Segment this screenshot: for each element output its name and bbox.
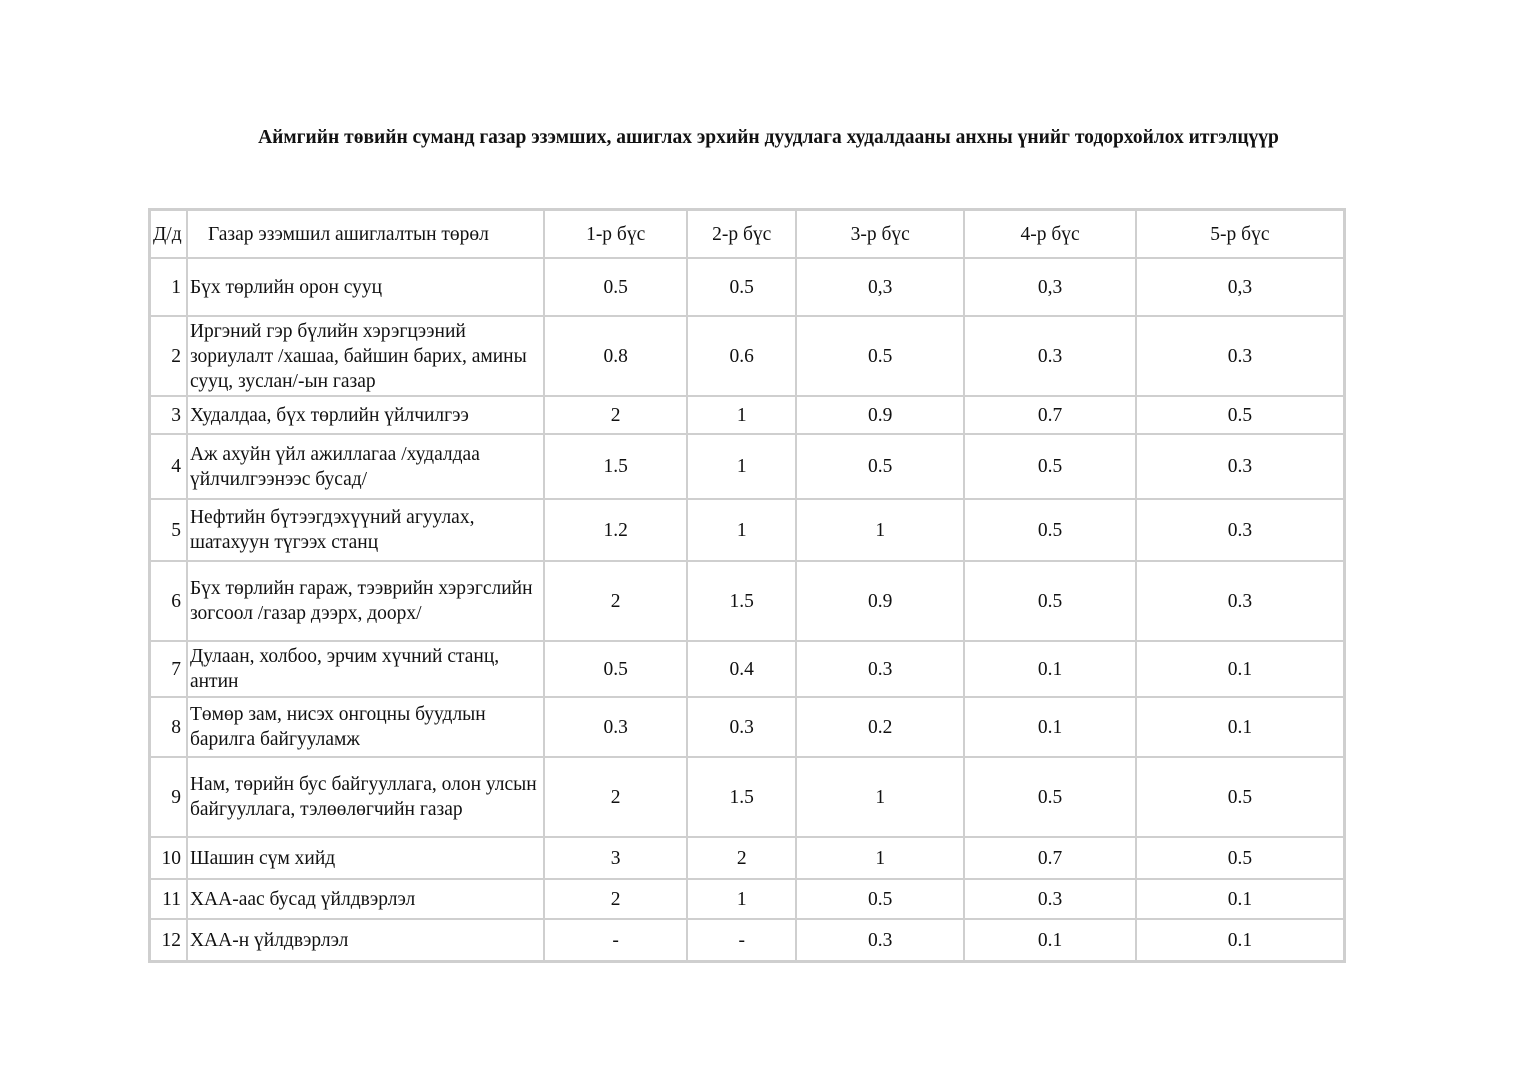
zone-2-value: 0.3 (687, 697, 796, 757)
zone-4-value: 0,3 (964, 258, 1135, 316)
zone-1-value: 0.3 (544, 697, 687, 757)
table-row (150, 879, 1344, 919)
zone-4-value: 0.1 (964, 641, 1135, 697)
zone-5-value: 0.5 (1136, 837, 1344, 879)
table-row (150, 919, 1344, 961)
zone-1-value: 2 (544, 561, 687, 641)
table-row (150, 837, 1344, 879)
land-use-type: Бүх төрлийн гараж, тээврийн хэрэгслийн зогсоол /газар дээрх, доорх/ (187, 561, 544, 641)
zone-4-value: 0.5 (964, 434, 1135, 499)
zone-3-value: 0.3 (796, 641, 964, 697)
zone-5-value: 0.5 (1136, 396, 1344, 434)
zone-5-value: 0.3 (1136, 316, 1344, 396)
zone-2-value: 1.5 (687, 757, 796, 837)
zone-2-value: 2 (687, 837, 796, 879)
header-land-use-type: Газар эзэмшил ашиглалтын төрөл (187, 210, 544, 258)
zone-5-value: 0.1 (1136, 697, 1344, 757)
zone-1-value: 3 (544, 837, 687, 879)
zone-2-value: 0.6 (687, 316, 796, 396)
land-use-type: Бүх төрлийн орон сууц (187, 258, 544, 316)
zone-1-value: 2 (544, 879, 687, 919)
table-header-row (150, 210, 1344, 258)
zone-3-value: 0.3 (796, 919, 964, 961)
land-use-type: ХАА-аас бусад үйлдвэрлэл (187, 879, 544, 919)
zone-5-value: 0.3 (1136, 434, 1344, 499)
land-use-type: ХАА-н үйлдвэрлэл (187, 919, 544, 961)
row-number: 3 (150, 396, 187, 434)
zone-4-value: 0.1 (964, 697, 1135, 757)
zone-3-value: 0.2 (796, 697, 964, 757)
header-zone-3: 3-р бүс (796, 210, 964, 258)
zone-4-value: 0.7 (964, 396, 1135, 434)
zone-4-value: 0.3 (964, 316, 1135, 396)
zone-2-value: 1 (687, 499, 796, 561)
zone-5-value: 0.1 (1136, 879, 1344, 919)
zone-3-value: 0.5 (796, 879, 964, 919)
zone-3-value: 0.9 (796, 561, 964, 641)
zone-3-value: 0,3 (796, 258, 964, 316)
row-number: 12 (150, 919, 187, 961)
zone-4-value: 0.5 (964, 757, 1135, 837)
header-zone-2: 2-р бүс (687, 210, 796, 258)
zone-3-value: 0.5 (796, 316, 964, 396)
zone-3-value: 0.5 (796, 434, 964, 499)
land-use-type: Шашин сүм хийд (187, 837, 544, 879)
row-number: 5 (150, 499, 187, 561)
zone-1-value: 2 (544, 757, 687, 837)
coefficient-table (148, 208, 1346, 963)
land-use-type: Аж ахуйн үйл ажиллагаа /худалдаа үйлчилгээнээс бусад/ (187, 434, 544, 499)
header-zone-5: 5-р бүс (1136, 210, 1344, 258)
zone-4-value: 0.5 (964, 499, 1135, 561)
row-number: 1 (150, 258, 187, 316)
document-title: Аймгийн төвийн суманд газар эзэмших, ашиглах эрхийн дуудлага худалдааны анхны үнийг тодорхойлох итгэлцүүр (258, 127, 1279, 148)
table-row (150, 258, 1344, 316)
table-row (150, 499, 1344, 561)
zone-1-value: 0.8 (544, 316, 687, 396)
zone-2-value: - (687, 919, 796, 961)
zone-1-value: 1.2 (544, 499, 687, 561)
land-use-type: Төмөр зам, нисэх онгоцны буудлын барилга байгууламж (187, 697, 544, 757)
land-use-type: Иргэний гэр бүлийн хэрэгцээний зориулалт /хашаа, байшин барих, амины сууц, зуслан/-ын газар (187, 316, 544, 396)
zone-3-value: 1 (796, 837, 964, 879)
zone-2-value: 0.4 (687, 641, 796, 697)
zone-2-value: 1.5 (687, 561, 796, 641)
zone-5-value: 0.1 (1136, 641, 1344, 697)
table-row (150, 697, 1344, 757)
land-use-type: Худалдаа, бүх төрлийн үйлчилгээ (187, 396, 544, 434)
zone-4-value: 0.7 (964, 837, 1135, 879)
zone-1-value: 2 (544, 396, 687, 434)
zone-4-value: 0.3 (964, 879, 1135, 919)
zone-5-value: 0,3 (1136, 258, 1344, 316)
table-row (150, 434, 1344, 499)
zone-1-value: 1.5 (544, 434, 687, 499)
row-number: 10 (150, 837, 187, 879)
zone-2-value: 1 (687, 434, 796, 499)
zone-3-value: 1 (796, 499, 964, 561)
row-number: 4 (150, 434, 187, 499)
row-number: 2 (150, 316, 187, 396)
zone-2-value: 1 (687, 396, 796, 434)
table-row (150, 316, 1344, 396)
header-number: Д/д (150, 210, 187, 258)
land-use-type: Нам, төрийн бус байгууллага, олон улсын байгууллага, тэлөөлөгчийн газар (187, 757, 544, 837)
zone-5-value: 0.1 (1136, 919, 1344, 961)
zone-4-value: 0.5 (964, 561, 1135, 641)
zone-1-value: 0.5 (544, 258, 687, 316)
zone-3-value: 1 (796, 757, 964, 837)
row-number: 11 (150, 879, 187, 919)
land-use-type: Нефтийн бүтээгдэхүүний агуулах, шатахуун түгээх станц (187, 499, 544, 561)
row-number: 6 (150, 561, 187, 641)
table-row (150, 757, 1344, 837)
zone-1-value: 0.5 (544, 641, 687, 697)
row-number: 7 (150, 641, 187, 697)
zone-5-value: 0.5 (1136, 757, 1344, 837)
land-use-type: Дулаан, холбоо, эрчим хүчний станц, антин (187, 641, 544, 697)
zone-1-value: - (544, 919, 687, 961)
zone-2-value: 1 (687, 879, 796, 919)
table-row (150, 396, 1344, 434)
zone-5-value: 0.3 (1136, 561, 1344, 641)
table-row (150, 561, 1344, 641)
header-zone-4: 4-р бүс (964, 210, 1135, 258)
header-zone-1: 1-р бүс (544, 210, 687, 258)
table-row (150, 641, 1344, 697)
row-number: 8 (150, 697, 187, 757)
zone-5-value: 0.3 (1136, 499, 1344, 561)
zone-3-value: 0.9 (796, 396, 964, 434)
row-number: 9 (150, 757, 187, 837)
zone-4-value: 0.1 (964, 919, 1135, 961)
zone-2-value: 0.5 (687, 258, 796, 316)
